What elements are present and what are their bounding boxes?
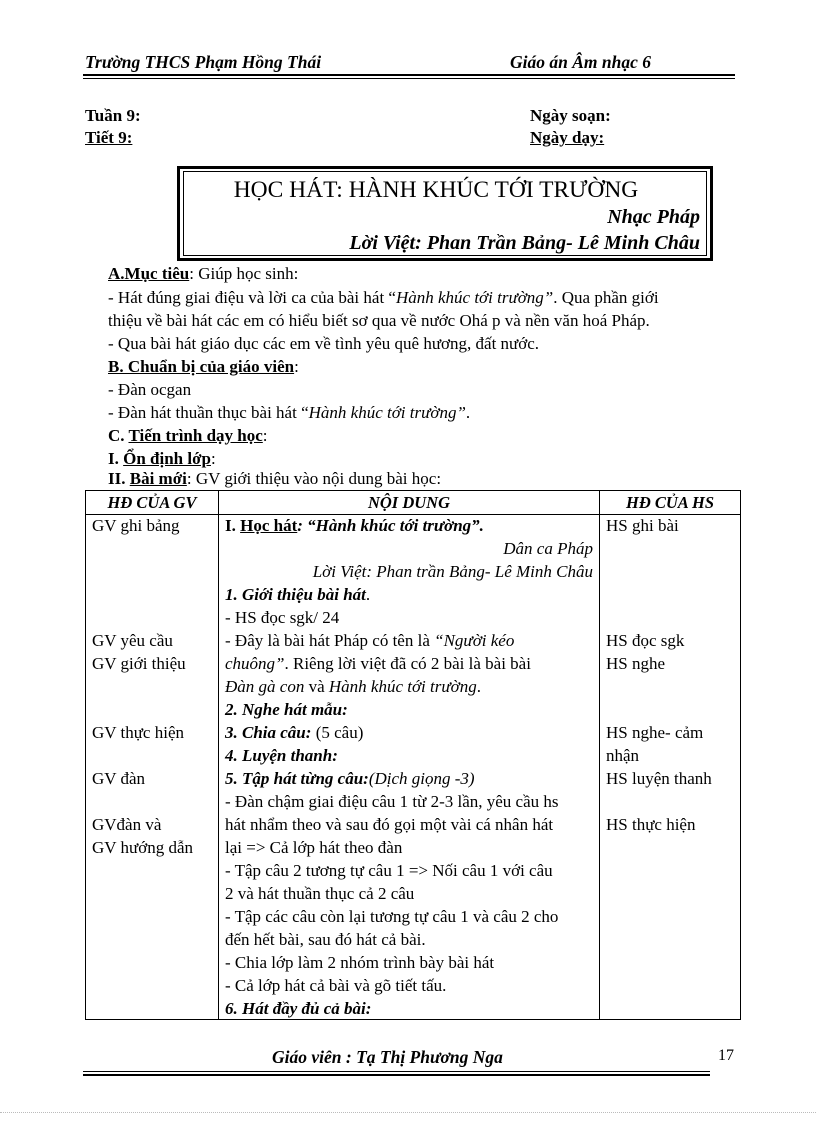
content-cell [219,515,600,1020]
preparation-heading-line: B. Chuẩn bị của giáo viên: [108,357,299,376]
content-step-heading: 4. Luyện thanh: [225,746,338,765]
content-step-heading: 2. Nghe hát mẫu: [225,700,348,719]
procedure-step: I. Ổn định lớp: [108,449,216,468]
content-line: - Chia lớp làm 2 nhóm trình bày bài hát [225,953,495,972]
student-activity-cell [600,515,741,1020]
student-activity: HS nghe [606,654,666,673]
content-line: - Đây là bài hát Pháp có tên là “Người kéo [225,631,515,650]
procedure-heading-line: C. Tiến trình dạy học: [108,426,268,445]
content-step-heading: 3. Chia câu: (5 câu) [225,723,364,742]
song-title: HỌC HÁT: HÀNH KHÚC TỚI TRƯỜNG [233,177,639,203]
teacher-activity: GVđàn và [92,815,162,834]
preparation-item: - Đàn hát thuần thục bài hát “Hành khúc tới trường”. [108,403,471,422]
content-line: chuông”. Riêng lời việt đã có 2 bài là bài bài [225,654,531,673]
page-bottom-border [0,1112,816,1113]
procedure-step: II. Bài mới: GV giới thiệu vào nội dung bài học: [108,469,442,488]
header-subject: Giáo án Âm nhạc 6 [510,52,651,72]
objective-line: - Qua bài hát giáo dục các em về tình yêu quê hương, đất nước. [108,334,540,353]
student-activity: HS thực hiện [606,815,696,834]
student-activity: nhận [606,746,640,765]
teacher-activity: GV ghi bảng [92,516,180,535]
procedure-heading: Tiến trình dạy học [128,426,263,445]
student-activity: HS đọc sgk [606,631,685,650]
header-rule [83,74,735,76]
content-line: - Tập các câu còn lại tương tự câu 1 và câu 2 cho [225,907,559,926]
teach-date-label: Ngày dạy: [530,128,605,147]
student-activity: HS ghi bài [606,516,679,535]
student-activity: HS nghe- cảm [606,723,704,742]
content-step-heading: 6. Hát đầy đủ cả bài: [225,999,372,1018]
teacher-activity-cell [86,515,219,1020]
teacher-activity: GV yêu cầu [92,631,173,650]
content-line: - Tập câu 2 tương tự câu 1 => Nối câu 1 với câu [225,861,553,880]
title-box [183,171,707,256]
footer-rule [83,1071,710,1072]
teacher-activity: GV thực hiện [92,723,184,742]
week-label: Tuần 9: [85,106,141,125]
content-line: Đàn gà con và Hành khúc tới trường. [225,677,481,696]
prep-date-label: Ngày soạn: [530,106,611,125]
lesson-activity-table [85,490,740,1018]
song-origin: Dân ca Pháp [503,539,593,558]
content-line: - Đàn chậm giai điệu câu 1 từ 2-3 lần, yêu cầu hs [225,792,559,811]
header-school-name: Trường THCS Phạm Hồng Thái [85,52,322,72]
teacher-activity: GV hướng dẫn [92,838,193,857]
content-line: lại => Cả lớp hát theo đàn [225,838,403,857]
content-line: - Cả lớp hát cả bài và gõ tiết tấu. [225,976,447,995]
header-rule [83,78,735,79]
content-line: 2 và hát thuần thục cả 2 câu [225,884,415,903]
column-header-teacher: HĐ CỦA GV [86,491,219,515]
column-header-student: HĐ CỦA HS [600,491,741,515]
teacher-activity: GV giới thiệu [92,654,186,673]
content-step-heading: 5. Tập hát từng câu:(Dịch giọng -3) [225,769,475,788]
content-line: hát nhẩm theo và sau đó gọi một vài cá nhân hát [225,815,554,834]
content-line: - HS đọc sgk/ 24 [225,608,340,627]
objectives-heading-line: A.Mục tiêu: Giúp học sinh: [108,264,299,283]
preparation-item: - Đàn ocgan [108,380,192,399]
column-header-content: NỘI DUNG [219,491,600,515]
footer-rule [83,1074,710,1076]
preparation-heading: B. Chuẩn bị của giáo viên [108,357,295,376]
objective-line: - Hát đúng giai điệu và lời ca của bài hát “Hành khúc tới trường”. Qua phần giới [108,288,659,307]
content-step-heading: 1. Giới thiệu bài hát. [225,585,371,604]
lyricist: Lời Việt: Phan Trần Bảng- Lê Minh Châu [349,232,700,254]
student-activity: HS luyện thanh [606,769,712,788]
objectives-heading: A.Mục tiêu [108,264,190,283]
song-lyricist: Lời Việt: Phan trần Bảng- Lê Minh Châu [312,562,593,581]
lesson-label: Tiết 9: [85,128,133,147]
page-number: 17 [718,1047,734,1064]
teacher-activity: GV đàn [92,769,146,788]
footer-teacher-name: Giáo viên : Tạ Thị Phương Nga [272,1047,503,1067]
composer: Nhạc Pháp [607,206,700,228]
section-heading: I. Học hát: “Hành khúc tới trường”. [225,516,484,535]
objective-line: thiệu về bài hát các em có hiểu biết sơ qua về nước Ohá p và nền văn hoá Pháp. [108,311,650,330]
content-line: đến hết bài, sau đó hát cả bài. [225,930,426,949]
